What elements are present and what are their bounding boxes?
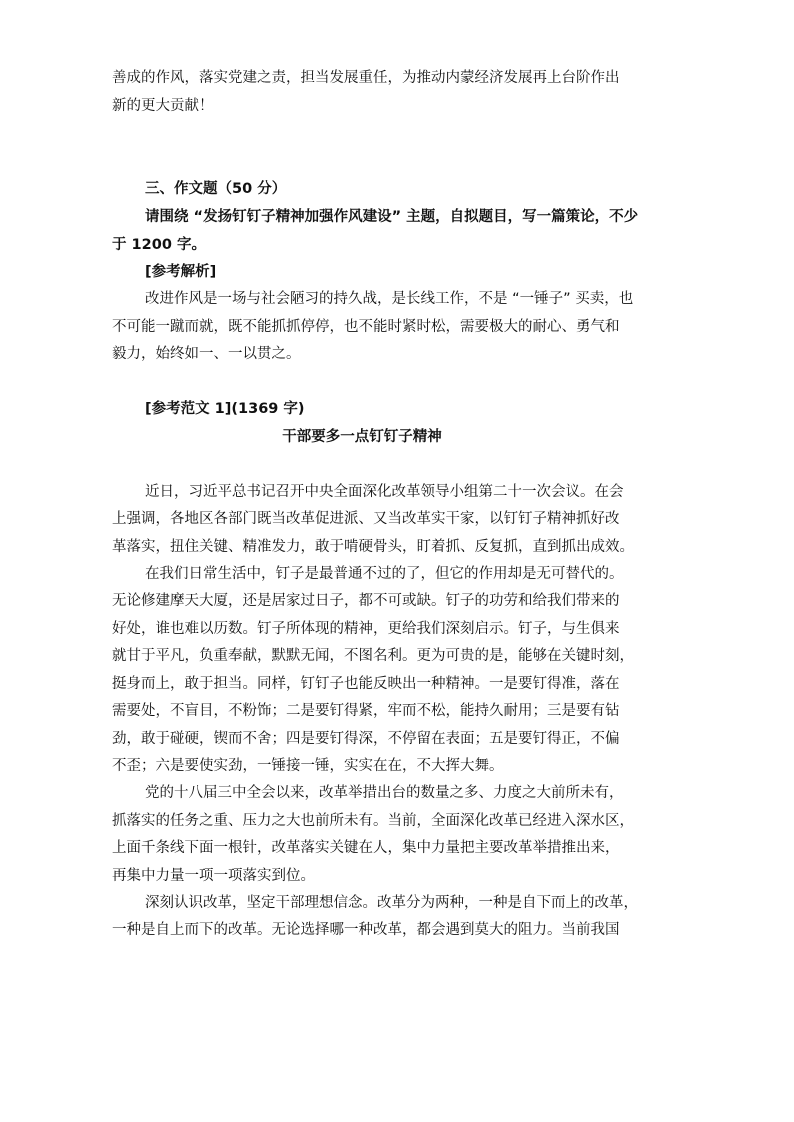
- essay-title: 干部要多一点钉钉子精神: [282, 429, 442, 445]
- essay-line: 上强调，各地区各部门既当改革促进派、又当改革实干家，以钉钉子精神抓好改: [112, 511, 620, 527]
- essay-line: 在我们日常生活中，钉子是最普通不过的了，但它的作用却是无可替代的。: [145, 566, 624, 582]
- essay-line: 就甘于平凡，负重奉献，默默无闻，不图名利。更为可贵的是，能够在关键时刻，: [112, 648, 634, 664]
- section-title: 三、作文题（50 分）: [145, 181, 287, 197]
- essay-line: 上面千条线下面一根针，改革落实关键在人，集中力量把主要改革举措推出来，: [112, 840, 620, 856]
- text-line: 新的更大贡献！: [112, 98, 214, 114]
- analysis-label: [参考解析]: [145, 264, 217, 280]
- essay-line: 不歪；六是要使实劲，一锤接一锤，实实在在，不大挥大舞。: [112, 758, 504, 774]
- essay-line: 挺身而上，敢于担当。同样，钉钉子也能反映出一种精神。一是要钉得准，落在: [112, 676, 620, 692]
- essay-line: 无论修建摩天大厦，还是居家过日子，都不可或缺。钉子的功劳和给我们带来的: [112, 593, 620, 609]
- essay-line: 一种是自上而下的改革。无论选择哪一种改革，都会遇到莫大的阻力。当前我国: [112, 922, 620, 938]
- prompt-line: 请围绕 “发扬钉钉子精神加强作风建设” 主题，自拟题目，写一篇策论，不少: [145, 209, 639, 225]
- analysis-line: 毅力，始终如一、一以贯之。: [112, 346, 301, 362]
- text-line: 善成的作风，落实党建之责，担当发展重任，为推动内蒙经济发展再上台阶作出: [112, 70, 620, 86]
- essay-line: 革落实，扭住关键、精准发力，敢于啃硬骨头，盯着抓、反复抓，直到抓出成效。: [112, 539, 634, 555]
- essay-line: 需要处，不盲目，不粉饰；二是要钉得紧，牢而不松，能持久耐用；三是要有钻: [112, 703, 620, 719]
- essay-line: 党的十八届三中全会以来，改革举措出台的数量之多、力度之大前所未有，: [145, 785, 624, 801]
- analysis-line: 改进作风是一场与社会陋习的持久战，是长线工作，不是 “一锤子” 买卖，也: [145, 291, 634, 307]
- essay-line: 近日，习近平总书记召开中央全面深化改革领导小组第二十一次会议。在会: [145, 484, 624, 500]
- essay-line: 劲，敢于碰硬，锲而不舍；四是要钉得深，不停留在表面；五是要钉得正，不偏: [112, 731, 620, 747]
- essay-line: 抓落实的任务之重、压力之大也前所未有。当前，全面深化改革已经进入深水区，: [112, 813, 634, 829]
- essay-line: 深刻认识改革，坚定干部理想信念。改革分为两种，一种是自下而上的改革，: [145, 895, 638, 911]
- prompt-line: 于 1200 字。: [112, 237, 206, 253]
- analysis-line: 不可能一蹴而就，既不能抓抓停停，也不能时紧时松，需要极大的耐心、勇气和: [112, 319, 620, 335]
- sample-label: [参考范文 1](1369 字): [145, 401, 305, 417]
- essay-line: 再集中力量一项一项落实到位。: [112, 868, 315, 884]
- essay-line: 好处，谁也难以历数。钉子所体现的精神，更给我们深刻启示。钉子，与生俱来: [112, 621, 620, 637]
